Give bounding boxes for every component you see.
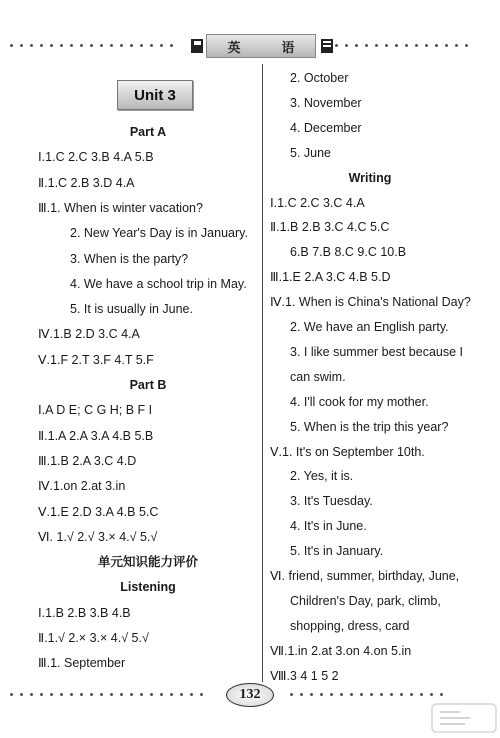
subject-char-2: 语 [281, 40, 295, 56]
answer-line: shopping, dress, card [290, 618, 410, 633]
dot [415, 44, 418, 47]
answer-line: 3. I like summer best because I [290, 344, 463, 359]
answer-line: 2. New Year's Day is in January. [70, 226, 248, 241]
dot [150, 693, 153, 696]
dot [335, 44, 338, 47]
answer-line: 3. November [290, 95, 362, 110]
answer-line: Ⅳ.1.on 2.at 3.in [38, 479, 126, 494]
page-number: 132 [226, 683, 274, 707]
dot [110, 44, 113, 47]
dot [130, 693, 133, 696]
header-dots-right [335, 44, 468, 48]
dot [420, 693, 423, 696]
dot [90, 693, 93, 696]
dot [140, 44, 143, 47]
dot [70, 44, 73, 47]
answer-line: Ⅱ.1.B 2.B 3.C 4.C 5.C [270, 220, 390, 235]
dot [435, 44, 438, 47]
dot [455, 44, 458, 47]
answer-line: 5. It is usually in June. [70, 302, 193, 317]
dot [10, 693, 13, 696]
dot [180, 693, 183, 696]
dot [70, 693, 73, 696]
dot [350, 693, 353, 696]
section-heading: Part B [129, 378, 167, 392]
dot [330, 693, 333, 696]
dot [10, 44, 13, 47]
answer-line: Ⅲ.1.B 2.A 3.C 4.D [38, 453, 137, 468]
dot [30, 44, 33, 47]
answer-line: 4. December [290, 120, 362, 135]
dot [320, 693, 323, 696]
answer-line: Ⅴ.1. It's on September 10th. [270, 444, 425, 459]
dot [400, 693, 403, 696]
dot [430, 693, 433, 696]
dot [410, 693, 413, 696]
dot [340, 693, 343, 696]
footer-dots-right [290, 693, 443, 697]
subject-char-1: 英 [227, 40, 241, 56]
answer-line: Ⅰ.A D E; C G H; B F I [38, 403, 153, 418]
answer-line: 2. Yes, it is. [290, 469, 354, 484]
dot [405, 44, 408, 47]
column-divider [262, 64, 263, 682]
dot [390, 693, 393, 696]
unit-title: Unit 3 [117, 80, 193, 110]
dot [110, 693, 113, 696]
answer-line: 2. We have an English party. [290, 320, 449, 334]
answer-line: Ⅱ.1.C 2.B 3.D 4.A [38, 175, 135, 190]
dot [120, 693, 123, 696]
dot [60, 44, 63, 47]
dot [160, 44, 163, 47]
dot [360, 693, 363, 696]
answer-line: Ⅳ.1. When is China's National Day? [270, 295, 471, 310]
answer-line: 4. We have a school trip in May. [70, 276, 247, 291]
answer-line: 2. October [290, 71, 349, 85]
answer-line: Ⅰ.1.C 2.C 3.C 4.A [270, 195, 365, 210]
dot [425, 44, 428, 47]
answer-line: Ⅶ.1.in 2.at 3.on 4.on 5.in [270, 643, 412, 658]
dot [345, 44, 348, 47]
answer-line: Ⅵ. 1.√ 2.√ 3.× 4.√ 5.√ [38, 529, 158, 544]
answer-line: Ⅴ.1.F 2.T 3.F 4.T 5.F [38, 352, 154, 367]
answer-line: 5. June [290, 145, 332, 160]
dot [160, 693, 163, 696]
dot [385, 44, 388, 47]
answer-line: Ⅲ.1. When is winter vacation? [38, 200, 203, 215]
dot [365, 44, 368, 47]
answer-line: Ⅱ.1.A 2.A 3.A 4.B 5.B [38, 428, 154, 443]
dot [375, 44, 378, 47]
dot [380, 693, 383, 696]
dot [440, 693, 443, 696]
dot [80, 44, 83, 47]
dot [50, 693, 53, 696]
dot [140, 693, 143, 696]
answer-line: 5. When is the trip this year? [290, 419, 449, 434]
answer-line: Ⅲ.1. September [38, 656, 126, 671]
dot [80, 693, 83, 696]
dot [130, 44, 133, 47]
dot [50, 44, 53, 47]
answer-line: Ⅷ.3 4 1 5 2 [270, 668, 339, 683]
answer-line: Ⅵ. friend, summer, birthday, June, [270, 569, 460, 583]
dot [100, 693, 103, 696]
book-icon [190, 38, 204, 54]
dot [190, 693, 193, 696]
dot [170, 44, 173, 47]
answer-line: Ⅰ.1.B 2.B 3.B 4.B [38, 605, 131, 620]
answer-line: Ⅱ.1.√ 2.× 3.× 4.√ 5.√ [38, 631, 149, 645]
answer-line: 5. It's in January. [290, 544, 384, 559]
section-heading: Writing [348, 170, 392, 185]
dot [20, 44, 23, 47]
watermark-logo [430, 700, 498, 736]
dot [40, 693, 43, 696]
dot [30, 693, 33, 696]
section-heading: 单元知识能力评价 [97, 555, 198, 570]
dot [355, 44, 358, 47]
dot [150, 44, 153, 47]
dot [465, 44, 468, 47]
dot [40, 44, 43, 47]
answer-line: Ⅳ.1.B 2.D 3.C 4.A [38, 327, 140, 342]
subject-label [206, 34, 316, 58]
dot [100, 44, 103, 47]
section-heading: Listening [120, 580, 176, 595]
dot [370, 693, 373, 696]
dot [395, 44, 398, 47]
dot [310, 693, 313, 696]
dot [20, 693, 23, 696]
dot [90, 44, 93, 47]
dot [170, 693, 173, 696]
dot [300, 693, 303, 696]
answer-line: 6.B 7.B 8.C 9.C 10.B [290, 245, 407, 260]
header-dots-left [10, 44, 173, 48]
answer-line: 3. It's Tuesday. [290, 494, 373, 509]
footer-dots-left [10, 693, 203, 697]
answer-line: Ⅲ.1.E 2.A 3.C 4.B 5.D [270, 270, 391, 285]
section-heading: Part A [129, 125, 167, 139]
dot [200, 693, 203, 696]
answer-line: 4. It's in June. [290, 519, 367, 534]
answer-line: can swim. [290, 369, 346, 384]
answer-line: 4. I'll cook for my mother. [290, 394, 429, 409]
dot [445, 44, 448, 47]
answer-line: Ⅴ.1.E 2.D 3.A 4.B 5.C [38, 504, 159, 519]
dot [60, 693, 63, 696]
dot [290, 693, 293, 696]
answer-line: 3. When is the party? [70, 251, 189, 266]
answer-line: Ⅰ.1.C 2.C 3.B 4.A 5.B [38, 150, 154, 165]
book-icon [320, 38, 334, 54]
answer-line: Children's Day, park, climb, [290, 593, 441, 608]
dot [120, 44, 123, 47]
